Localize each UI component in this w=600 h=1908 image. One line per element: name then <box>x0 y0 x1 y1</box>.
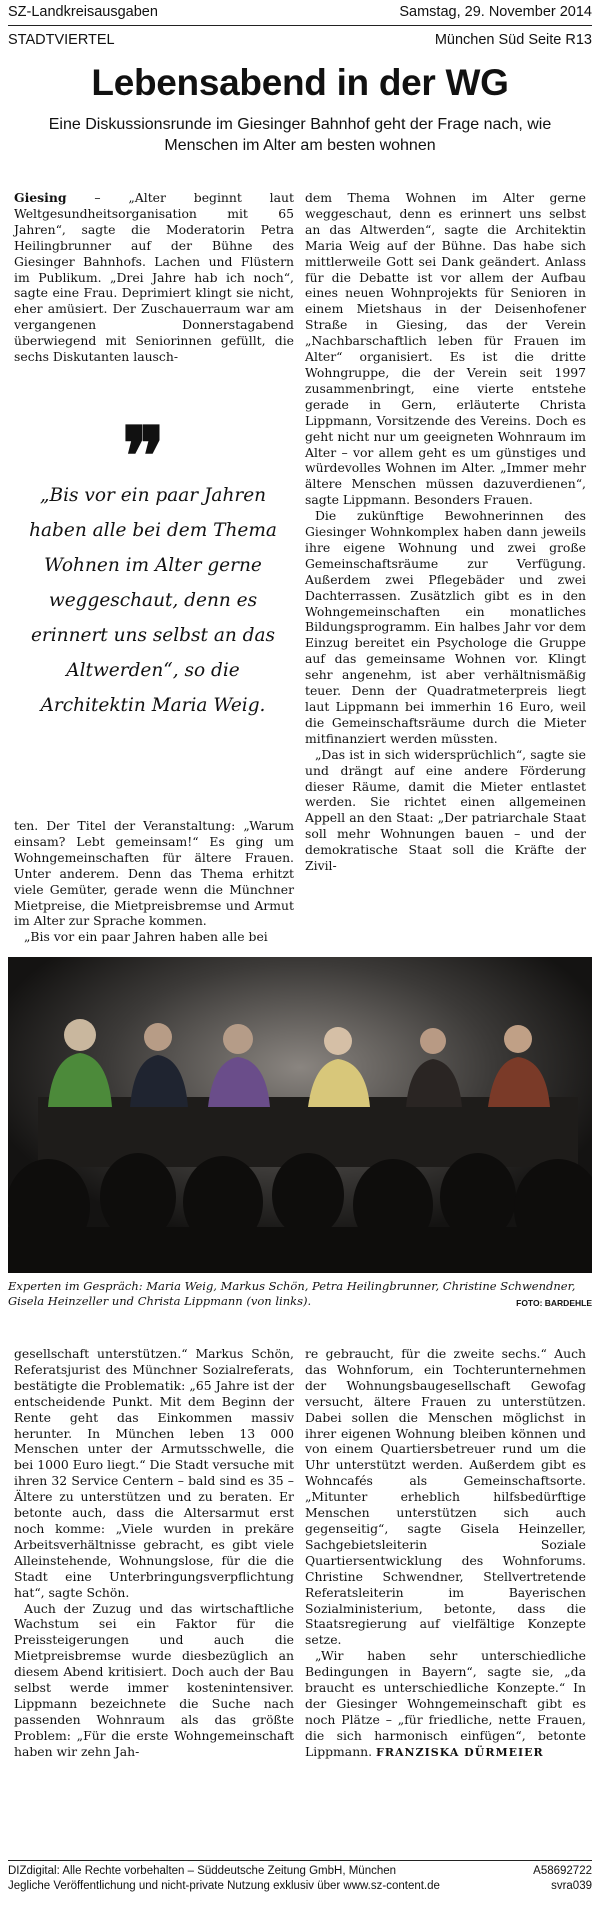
body-text: – „Alter beginnt laut Weltgesundheitsorganisation mit 65 Jahren“, sagte die Moderatorin Petra Heilingbrunner auf der Bühne des Giesinger Bahnhofs. Lachen und Flüstern im Publikum. „Drei Jahre hab ich noch“, sagte eine Frau. Deprimiert klingt sie nicht, eher amüsiert. Der Zuschauerraum war am vergangenen Donnerstagabend überwiegend mit Seniorinnen gefüllt, die sechs Diskutanten lausch- <box>14 190 294 365</box>
body-paragraph: „Bis vor ein paar Jahren haben alle bei <box>24 929 268 945</box>
body-paragraph: „Das ist in sich widersprüchlich“, sagte sie und drängt auf eine andere Förderung dieser Räume, damit die Mieter entlastet werden. Sie richtet einen allgemeinen Appell an den Staat: „Der patriarchale Staat soll mehr Wohnungen bauen – und der demokratische Staat soll die Kräfte der Zivil- <box>305 746 586 874</box>
footer-rule <box>8 1860 592 1861</box>
copyright-notice: DIZdigital: Alle Rechte vorbehalten – Süddeutsche Zeitung GmbH, München <box>8 1865 397 1877</box>
document-code: svra039 <box>551 1880 592 1892</box>
issue-date: Samstag, 29. November 2014 <box>399 4 592 20</box>
body-paragraph: ten. Der Titel der Veranstaltung: „Warum einsam? Lebt gemeinsam!“ Es ging um Wohngemeinschaften für ältere Frauen. Unter anderem. Denn das Thema erhitzt viele Gemüter, gerade wenn die Münchner Mietpreise, die Mietpreisbremse und Armut im Alter zur Sprache kommen. <box>14 818 294 929</box>
dateline: Giesing <box>14 190 67 205</box>
photo-credit: FOTO: BARDEHLE <box>516 1298 592 1308</box>
article-column-1-top <box>14 190 294 365</box>
page-label: München Süd Seite R13 <box>434 32 592 48</box>
page-footer <box>8 1864 592 1894</box>
body-paragraph: gesellschaft unterstützen.“ Markus Schön, Referatsjurist des Münchner Sozialreferats, bestätigte die Problematik: „65 Jahre ist der entscheidende Punkt. Mit dem Beginn der Rente geht das Einkommen massiv herunter. In München leben 13 000 Menschen unter der Armutsschwelle, die bei 1000 Euro liegt.“ Die Stadt versuche mit ihren 32 Service Centern – bald sind es 35 – Ältere zu unterstützen und zu beraten. Er betonte auch, dass die Altersarmut erst noch komme: „Viele wurden in prekäre Arbeitsverhältnisse gebracht, es gibt viele Alleinstehende, Wohnungslose, für die die Stadt eine Unterbringungsverpflichtung hat“, sagte Schön. <box>14 1346 294 1600</box>
author-byline: FRANZISKA DÜRMEIER <box>376 1745 544 1759</box>
body-paragraph: Auch der Zuzug und das wirtschaftliche Wachstum sei ein Faktor für die Preissteigerungen und auch die Mietpreisbremse wurde diesbezüglich an diesem Abend kritisiert. Doch auch der Bau selbst werde immer kostenintensiver. Lippmann bezeichnete die Suche nach passenden Wohnraum als das größte Problem: „Für die erste Wohngemeinschaft haben wir zehn Jah- <box>14 1600 294 1759</box>
article-column-4 <box>305 1346 586 1761</box>
closing-text: „Wir haben sehr unterschiedliche Bedingungen in Bayern“, sagte sie, „da braucht es unterschiedliche Konzepte.“ In der Giesinger Wohngemeinschaft gibt es noch Plätze – „für friedliche, nette Frauen, die sich harmonisch einfügen“, betonte Lippmann. <box>305 1648 586 1759</box>
article-headline: Lebensabend in der WG <box>91 62 509 103</box>
photo-caption <box>8 1279 592 1311</box>
article-column-3 <box>14 1346 294 1760</box>
page-header <box>8 2 592 22</box>
article-column-1-bottom <box>14 818 294 945</box>
quote-mark-icon: ❞ <box>122 414 166 502</box>
pull-quote: „Bis vor ein paar Jahren haben alle bei dem Thema Wohnen im Alter gerne weggeschaut, denn es erinnert uns selbst an das Altwerden“, so die Architektin Maria Weig. <box>29 485 277 716</box>
section-header <box>8 30 592 50</box>
body-paragraph: Die zukünftige Bewohnerinnen des Giesinger Wohnkomplex haben dann jeweils ihre eigene Wohnung und zwei große Gemeinschaftsräume zur Verfügung. Außerdem zwei Pflegebäder und zwei Dachterrassen. Zusätzlich gibt es in den Wohngemeinschaften ein monatliches Bildungsprogramm. Ein halbes Jahr vor dem Einzug bereitet ein Psychologe die Gruppe auf das gemeinsame Wohnen vor. Klingt sehr angenehm, ist aber verhältnismäßig teuer. Denn der Quadratmeterpreis liegt laut Lippmann bei immerhin 16 Euro, weil die Gemeinschaftsräume durch die Mieter mitfinanziert werden müssten. <box>305 508 586 746</box>
section-label: STADTVIERTEL <box>8 32 115 48</box>
panel-discussion-photo <box>8 957 592 1273</box>
caption-text: Experten im Gespräch: Maria Weig, Markus Schön, Petra Heilingbrunner, Christine Schwendner, Gisela Heinzeller und Christa Lippmann (von links). <box>8 1279 576 1308</box>
body-paragraph <box>305 1648 586 1760</box>
usage-notice: Jegliche Veröffentlichung und nicht-private Nutzung exklusiv über www.sz-content.de <box>8 1880 440 1892</box>
article-photo <box>8 957 592 1273</box>
edition-label: SZ-Landkreisausgaben <box>8 4 158 20</box>
header-rule <box>8 25 592 26</box>
body-paragraph: dem Thema Wohnen im Alter gerne weggeschaut, denn es erinnert uns selbst an das Altwerden“, sagte die Architektin Maria Weig auf der Bühne. Das habe sich mittlerweile Gott sei Dank geändert. Anlass für die Debatte ist vor allem der Aufbau eines neuen Wohnprojekts für Senioren in einem Mietshaus in der Deisenhofener Straße in Giesing, das der Verein „Nachbarschaftlich leben für Frauen im Alter“ organisiert. Es ist die dritte Wohngruppe, die der Verein seit 1997 zusammenbringt, eine vierte entstehe gerade in Gern, erläuterte Christa Lippmann, Vorsitzende des Vereins. Doch es geht nicht nur um geeigneten Wohnraum im Alter – vor allem geht es um günstiges und würdevolles Wohnen im Alter. „Immer mehr ältere Menschen müssen dazuverdienen“, sagte Lippmann. Besonders Frauen. <box>305 190 586 508</box>
document-id: A58692722 <box>533 1865 592 1877</box>
body-paragraph: re gebraucht, für die zweite sechs.“ Auch das Wohnforum, ein Tochterunternehmen der Wohnungsbaugesellschaft Gewofag versucht, ältere Frauen zu unterstützen. Dabei sollen die Menschen möglichst in ihrer eigenen Wohnung bleiben können und von einem Quartiersbetreuer rund um die Uhr unterstützt werden. Außerdem gibt es Wohncafés als Gemeinschaftsorte. „Mitunter erheblich hilfsbedürftige Menschen unterstützen sich auch gegenseitig“, sagte Gisela Heinzeller, Sachgebietsleiterin Soziale Quartiersentwicklung des Wohnforums. Christine Schwendner, Stellvertretende Referatsleiterin im Bayerischen Sozialministerium, betonte, dass die Staatsregierung auf vielfältige Konzepte setze. <box>305 1346 586 1648</box>
article-column-2 <box>305 190 586 874</box>
article-subheadline: Eine Diskussionsrunde im Giesinger Bahnhof geht der Frage nach, wie Menschen im Alter am besten wohnen <box>48 116 552 154</box>
